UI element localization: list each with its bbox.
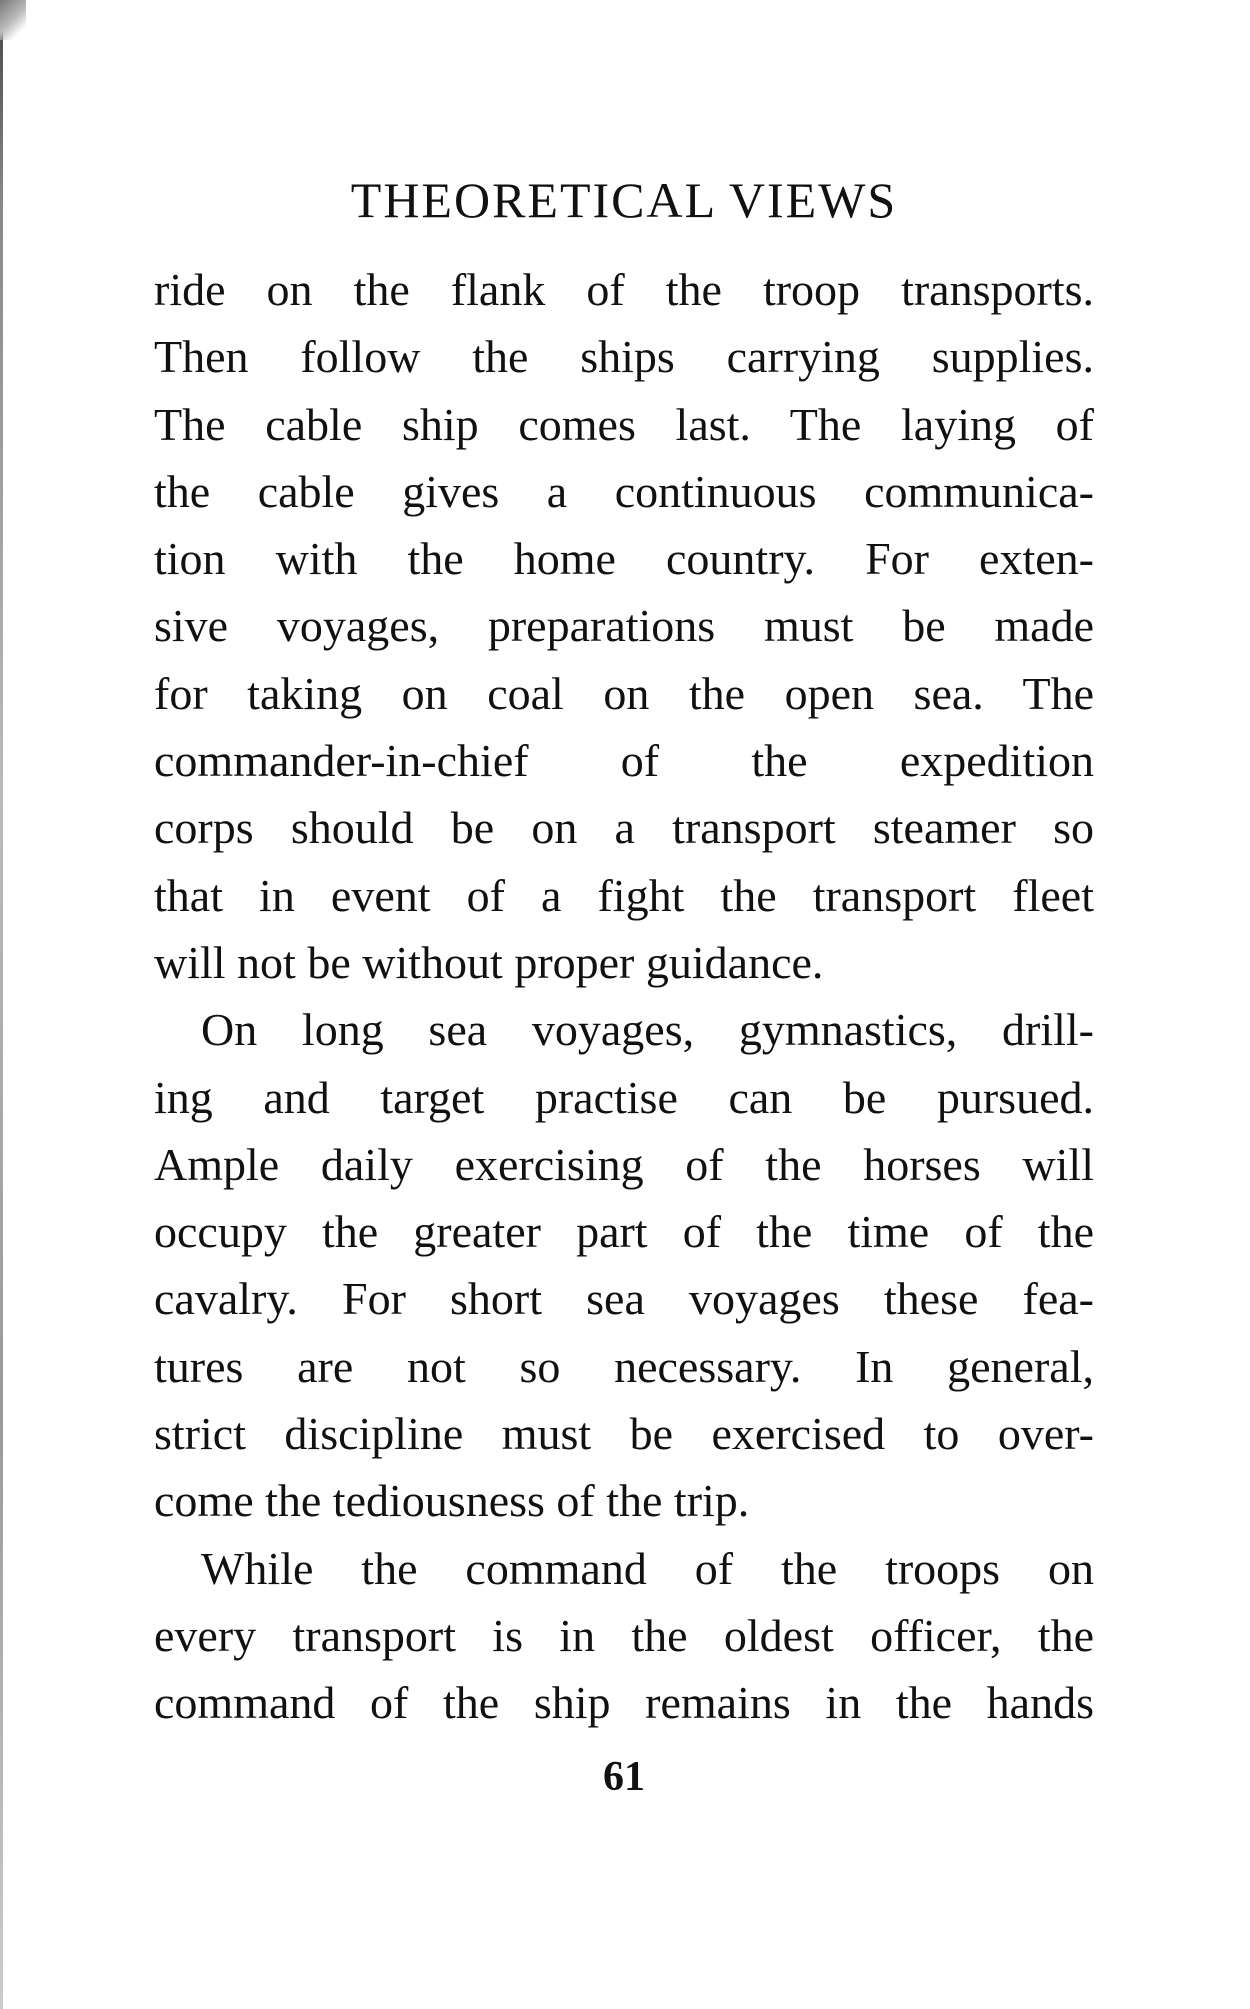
- text-line: the cable gives a continuous communica-: [154, 465, 1094, 517]
- page-edge-shadow: [0, 0, 3, 2009]
- text-line: that in event of a fight the transport fleet: [154, 869, 1094, 921]
- text-line: occupy the greater part of the time of the: [154, 1206, 1094, 1258]
- text-line: The cable ship comes last. The laying of: [154, 398, 1094, 450]
- text-line: Then follow the ships carrying supplies.: [154, 331, 1094, 383]
- text-line: corps should be on a transport steamer so: [154, 802, 1094, 854]
- corner-smudge: [0, 0, 26, 40]
- text-line: for taking on coal on the open sea. The: [154, 667, 1094, 719]
- text-line: commander-in-chief of the expedition: [154, 735, 1094, 787]
- text-line: ride on the flank of the troop transports.: [154, 264, 1094, 315]
- text-line: command of the ship remains in the hands: [154, 1677, 1094, 1729]
- text-line: ing and target practise can be pursued.: [154, 1071, 1094, 1123]
- page-number: 61: [603, 1754, 645, 1800]
- running-head: THEORETICAL VIEWS: [350, 172, 898, 228]
- text-line: sive voyages, preparations must be made: [154, 600, 1094, 652]
- text-line: tion with the home country. For exten-: [154, 533, 1094, 585]
- body-text: [154, 256, 1094, 1737]
- text-line: come the tediousness of the trip.: [154, 1475, 750, 1527]
- text-line: every transport is in the oldest officer, the: [154, 1609, 1094, 1661]
- paragraph-first-line: While the command of the troops on: [201, 1542, 1094, 1594]
- text-line: Ample daily exercising of the horses will: [154, 1138, 1094, 1190]
- text-line: strict discipline must be exercised to over-: [154, 1408, 1094, 1460]
- text-line: cavalry. For short sea voyages these fea-: [154, 1273, 1094, 1325]
- text-line: will not be without proper guidance.: [154, 936, 824, 988]
- paragraph-first-line: On long sea voyages, gymnastics, drill-: [201, 1004, 1094, 1056]
- text-line: tures are not so necessary. In general,: [154, 1340, 1094, 1392]
